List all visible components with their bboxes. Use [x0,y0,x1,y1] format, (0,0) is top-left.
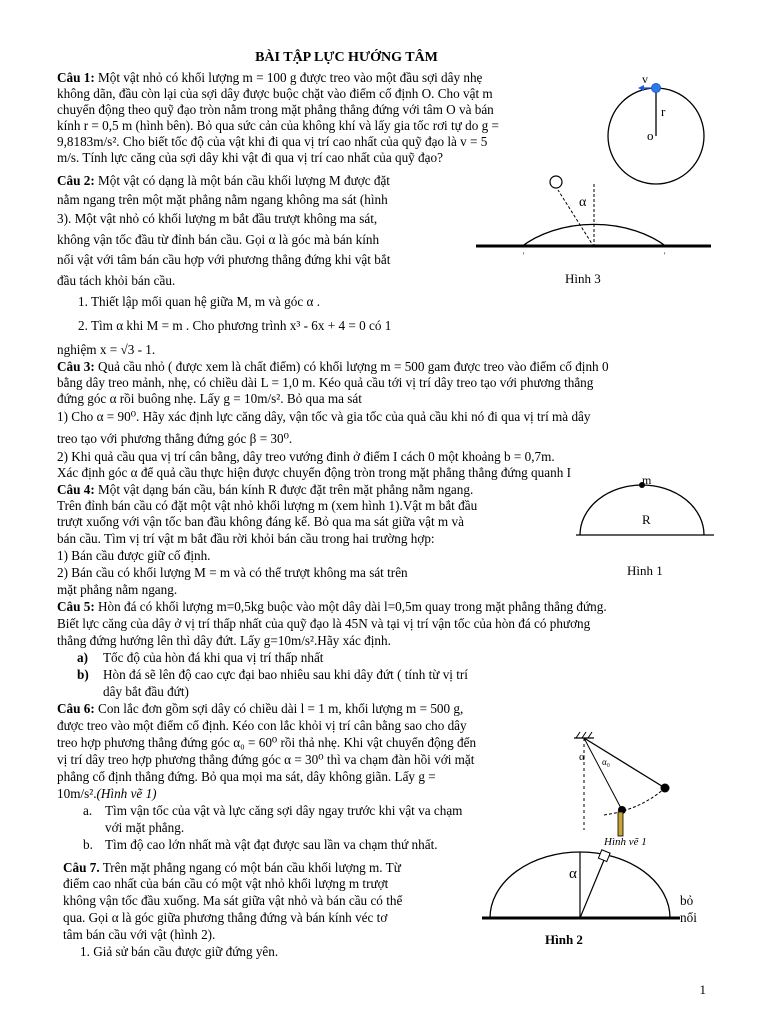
alpha-label: α [569,866,577,882]
vertical-plate [618,812,623,836]
q6-line-4: vị trí dây treo hợp phương thẳng đứng góc α = 30⁰ thì va chạm đàn hồi với mặt [57,752,475,767]
q7-item-1: 1. Giả sử bán cầu được giữ đứng yên. [80,944,279,959]
circle-motion-figure [600,68,720,188]
hemisphere-figure-2 [482,846,680,928]
q5-b-label: b) [77,667,89,682]
q4-line-7: mặt phẳng nằm ngang. [57,582,178,597]
q5-a-label: a) [77,650,88,665]
pendulum-caption: Hình vẽ 1 [604,836,647,848]
q4-line-5: 1) Bán cầu được giữ cố định. [57,548,211,563]
svg-text:': ' [664,251,666,260]
q6-line-5: phẳng cố định thẳng đứng. Bỏ qua mọi ma sát, dây không giãn. Lấy g = [57,769,436,784]
q5-b-text-1: Hòn đá sẽ lên độ cao cực đại bao nhiêu sau khi dây đứt ( tính từ vị trí [103,667,468,682]
q1-line-6: m/s. Tính lực căng của sợi dây khi vật đi qua vị trí cao nhất của quỹ đạo? [57,150,443,165]
q3-line-7: Xác định góc α để quả cầu thực hiện được chuyển động tròn trong mặt phẳng thẳng đứng quanh I [57,465,571,480]
q6-b-text: Tìm độ cao lớn nhất mà vật đạt được sau lần va chạm thứ nhất. [105,837,438,852]
alpha-label: α [579,195,587,210]
hemisphere-arc [580,485,704,535]
page-number: 1 [699,982,706,997]
q2-line-6: đầu tách khỏi bán cầu. [57,273,176,288]
pendulum-bob [661,784,670,793]
q5-a-text: Tốc độ của hòn đá khi qua vị trí thấp nhất [103,650,324,665]
q4-line-3: trượt xuống với vận tốc ban đầu không đáng kể. Bỏ qua ma sát giữa vật m và [57,514,464,529]
q2-line-5: nối vật với tâm bán cầu hợp với phương thẳng đứng khi vật bắt [57,252,391,267]
q6-line-3: treo hợp phương thẳng đứng góc α₀ = 60⁰ rồi thả nhẹ. Khi vật chuyển động đến [57,735,477,750]
figure-1-caption: Hình 1 [627,563,663,578]
string-collision [584,738,622,810]
q1-line-4: kính r = 0,5 m (hình bên). Bỏ qua sức cản của không khí và lấy gia tốc rơi tự do g = [57,118,499,133]
pendulum-figure [560,730,680,840]
ball [652,84,661,93]
q2-item-2-root: nghiệm x = √3 - 1. [57,342,156,357]
R-label: R [642,512,651,527]
q4-line-2: Trên đỉnh bán cầu có đặt một vật nhỏ khối lượng m (xem hình 1).Vật m bắt đầu [57,498,478,513]
q7-line-4: qua. Gọi α là góc giữa phương thẳng đứng và bán kính véc tơ [63,910,388,925]
q7-line-2: điểm cao nhất của bán cầu có một vật nhỏ khối lượng m trượt [63,876,389,891]
svg-text:': ' [523,251,525,260]
q5-line-2: Biết lực căng của dây ở vị trí thấp nhất của quỹ đạo là 45N và tại vị trí vận tốc của hòn đá có phương [57,616,591,631]
small-block [598,850,610,862]
q4-line-6: 2) Bán cầu có khối lượng M = m và có thể trượt không ma sát trên [57,565,408,580]
q4-line-4: bán cầu. Tìm vị trí vật m bắt đầu rời khỏi bán cầu trong hai trường hợp: [57,531,435,546]
hemisphere-figure-1 [576,472,716,542]
q7-side-word-1: bỏ [680,893,694,908]
small-ball [550,176,562,188]
q2-line-2: nằm ngang trên một mặt phẳng nằm ngang không ma sát (hình [57,192,388,207]
swing-path [604,788,665,815]
r-label: r [661,104,666,119]
q3-line-6: 2) Khi quả cầu qua vị trí cân bằng, dây treo vướng đinh ở điểm I cách 0 một khoảng b = 0,7m. [57,449,555,464]
q5-line-1: Câu 5: Hòn đá có khối lượng m=0,5kg buộc vào một dây dài l=0,5m quay trong mặt phẳng thẳng đứng. [57,599,607,614]
o-label: o [647,128,654,143]
q3-line-4: 1) Cho α = 90⁰. Hãy xác định lực căng dây, vận tốc và gia tốc của quả cầu khi nó đi qua vị trí mà dây [57,409,591,424]
q6-a-label: a. [83,803,93,818]
radius-line [580,860,604,918]
radius-dashed [558,190,594,247]
alpha0-label: α₀ [602,757,610,767]
q4-line-1: Câu 4: Một vật dạng bán cầu, bán kính R được đặt trên mặt phẳng nằm ngang. [57,482,474,497]
q6-line-6: 10m/s².(Hình vẽ 1) [57,786,157,801]
q1-line-2: không dãn, đầu còn lại của sợi dây được buộc chặt vào điểm cố định O. Cho vật m [57,86,493,101]
q2-line-4: không vận tốc đầu từ đỉnh bán cầu. Gọi α là góc mà bán kính [57,232,380,247]
q6-line-2: được treo vào một điểm cố định. Kéo con lắc khỏi vị trí cân bằng sao cho dây [57,718,467,733]
q7-side-word-2: nối [680,910,697,925]
figure-2-caption: Hình 2 [545,932,583,947]
q3-line-2: bằng dây treo mảnh, nhẹ, có chiều dài L = 1,0 m. Kéo quả cầu tới vị trí dây treo tạo với phương thẳng [57,375,594,390]
hemisphere-figure-3 [476,172,711,262]
alpha-label: α [579,751,585,763]
q6-a-text-1: Tìm vận tốc của vật và lực căng sợi dây ngay trước khi vật va chạm [105,803,463,818]
q2-item-1: 1. Thiết lập mối quan hệ giữa M, m và góc α . [78,294,320,309]
q3-line-3: đứng góc α rồi buông nhẹ. Lấy g = 10m/s². Bỏ qua ma sát [57,391,362,406]
q7-line-1: Câu 7. Trên mặt phẳng ngang có một bán cầu khối lượng m. Từ [63,860,401,875]
q2-line-3: 3). Một vật nhỏ có khối lượng m bắt đầu trượt không ma sát, [57,211,378,226]
q6-b-label: b. [83,837,93,852]
page-title: BÀI TẬP LỰC HƯỚNG TÂM [255,50,438,65]
m-label: m [642,473,652,487]
q2-item-2: 2. Tìm α khi M = m . Cho phương trình x³ - 6x + 4 = 0 có 1 [78,318,392,333]
q5-line-3: thẳng đứng hướng lên thì dây đứt. Lấy g=10m/s².Hãy xác định. [57,633,391,648]
q3-line-1: Câu 3: Quả cầu nhỏ ( được xem là chất điểm) có khối lượng m = 500 gam được treo vào điểm cố định 0 [57,359,609,374]
q1-line-1: Câu 1: Một vật nhỏ có khối lượng m = 100 g được treo vào một đầu sợi dây nhẹ [57,70,483,85]
q6-line-1: Câu 6: Con lắc đơn gồm sợi dây có chiều dài l = 1 m, khối lượng m = 500 g, [57,701,464,716]
q2-line-1: Câu 2: Một vật có dạng là một bán cầu khối lượng M được đặt [57,173,390,188]
q7-line-3: không vận tốc đầu xuống. Ma sát giữa vật nhỏ và bán cầu có thể [63,893,403,908]
q3-line-5: treo tạo với phương thẳng đứng góc β = 30⁰. [57,431,293,446]
q7-line-5: tâm bán cầu với vật (hình 2). [63,927,216,942]
q5-b-text-2: dây bắt đầu đứt) [103,684,189,699]
figure-3-caption: Hình 3 [565,271,601,286]
q1-line-3: chuyển động theo quỹ đạo tròn nằm trong mặt phẳng thẳng đứng với tâm O và bán [57,102,494,117]
string-initial [584,738,665,788]
q6-a-text-2: với mặt phẳng. [105,820,185,835]
v-label: v [642,72,648,86]
q1-line-5: 9,8183m/s². Cho biết tốc độ của vật khi đi qua vị trí cao nhất của quỹ đạo là v = 5 [57,134,488,149]
